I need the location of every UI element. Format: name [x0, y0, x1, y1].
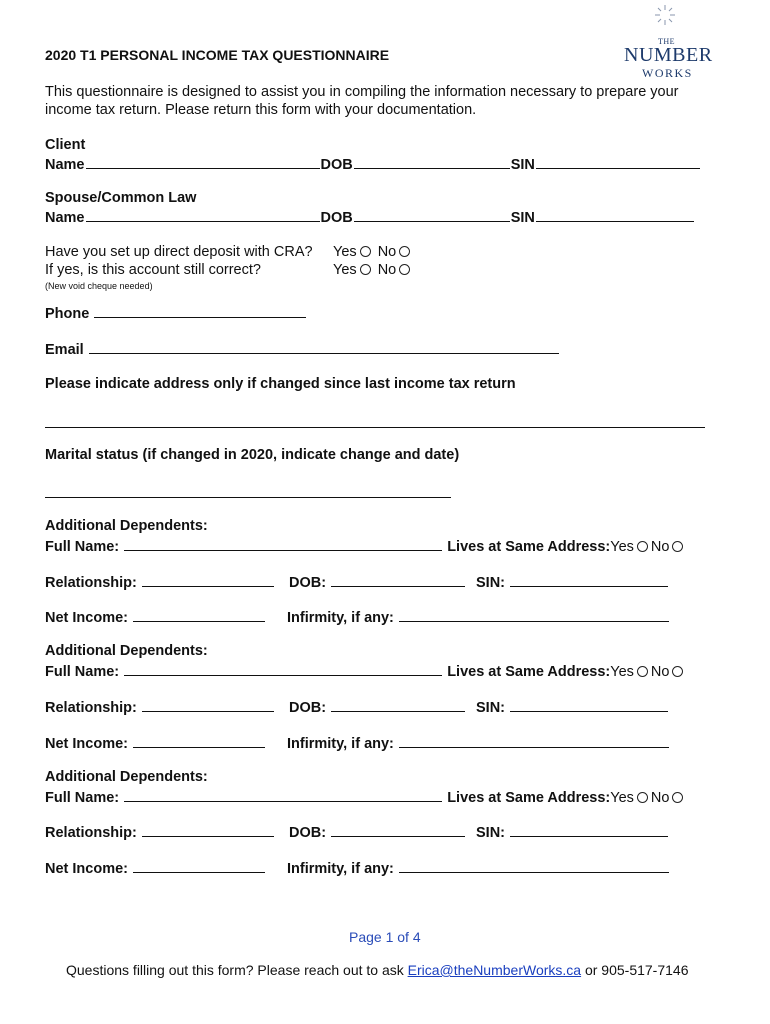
dependent-2-sin-field[interactable]: [510, 698, 668, 712]
dependent-2-no-radio[interactable]: [672, 666, 683, 677]
deposit-no-radio-2[interactable]: [399, 264, 410, 275]
dependent-2-relationship-label: Relationship:: [45, 700, 137, 716]
dependent-2-income-row: [45, 734, 266, 752]
dependent-1-income-row: [45, 608, 266, 626]
dependent-2-sin-label: SIN:: [476, 700, 505, 716]
dependent-1-sin-label: SIN:: [476, 575, 505, 591]
phone-row: [45, 304, 307, 322]
deposit-question-1: Have you set up direct deposit with CRA?: [45, 244, 313, 260]
marital-field[interactable]: [45, 497, 451, 498]
dependent-2-yes-radio[interactable]: [637, 666, 648, 677]
dependent-2-sin-row: [476, 698, 669, 716]
dependent-3-yes-label: Yes: [610, 790, 634, 806]
dependent-1-name-label: Full Name:: [45, 539, 120, 555]
client-sin-label: SIN: [510, 157, 535, 173]
dependent-1-dob-row: [289, 573, 466, 591]
deposit-no-label-2: No: [377, 262, 397, 278]
spouse-row: [45, 208, 695, 226]
dependent-2-name-label: Full Name:: [45, 664, 120, 680]
marital-label: Marital status (if changed in 2020, indicate change and date): [45, 447, 460, 463]
dependent-2-rel-row: [45, 698, 275, 716]
dependent-3-sin-field[interactable]: [510, 823, 668, 837]
deposit-options-1: [333, 244, 413, 260]
dependent-1-income-label: Net Income:: [45, 610, 128, 626]
dependent-1-infirmity-field[interactable]: [399, 608, 669, 622]
email-field[interactable]: [89, 340, 559, 354]
footer-suffix: or 905-517-7146: [581, 962, 689, 978]
deposit-yes-label-1: Yes: [333, 244, 357, 260]
dependent-3-name-row: [45, 788, 686, 806]
deposit-no-radio-1[interactable]: [399, 246, 410, 257]
deposit-yes-radio-1[interactable]: [360, 246, 371, 257]
dependent-3-income-label: Net Income:: [45, 861, 128, 877]
dependent-1-sin-row: [476, 573, 669, 591]
email-row: [45, 340, 560, 358]
deposit-question-2: If yes, is this account still correct?: [45, 262, 261, 278]
dependent-3-dob-row: [289, 823, 466, 841]
dependent-1-yes-label: Yes: [610, 539, 634, 555]
deposit-yes-label-2: Yes: [333, 262, 357, 278]
page-number: Page 1 of 4: [349, 929, 421, 945]
spouse-name-field[interactable]: [86, 208, 320, 222]
email-label: Email: [45, 342, 84, 358]
client-row: [45, 155, 701, 173]
dependent-2-yes-label: Yes: [610, 664, 634, 680]
intro-line-2: income tax return. Please return this form with your documentation.: [45, 102, 477, 118]
dependent-3-rel-row: [45, 823, 275, 841]
dependent-3-infirmity-field[interactable]: [399, 859, 669, 873]
dependent-2-dob-field[interactable]: [331, 698, 465, 712]
logo-the: THE: [658, 37, 676, 46]
dependent-3-sin-row: [476, 823, 669, 841]
deposit-yes-radio-2[interactable]: [360, 264, 371, 275]
dependent-2-name-field[interactable]: [124, 662, 442, 676]
footer-prefix: Questions filling out this form? Please reach out to ask: [66, 962, 408, 978]
dependent-2-relationship-field[interactable]: [142, 698, 274, 712]
dependent-1-income-field[interactable]: [133, 608, 265, 622]
client-label: Client: [45, 137, 86, 153]
dependent-3-relationship-field[interactable]: [142, 823, 274, 837]
spouse-sin-field[interactable]: [536, 208, 694, 222]
dependent-1-dob-field[interactable]: [331, 573, 465, 587]
dependent-1-no-radio[interactable]: [672, 541, 683, 552]
dependent-2-dob-row: [289, 698, 466, 716]
dependent-1-infirmity-label: Infirmity, if any:: [287, 610, 394, 626]
spouse-dob-field[interactable]: [354, 208, 510, 222]
dependent-2-dob-label: DOB:: [289, 700, 327, 716]
dependent-2-income-label: Net Income:: [45, 736, 128, 752]
dependent-3-infirmity-row: [287, 859, 670, 877]
client-sin-field[interactable]: [536, 155, 700, 169]
spouse-dob-label: DOB: [320, 210, 353, 226]
dependent-3-heading: Additional Dependents:: [45, 769, 208, 785]
dependent-2-heading: Additional Dependents:: [45, 643, 208, 659]
phone-label: Phone: [45, 306, 90, 322]
logo: [620, 4, 713, 80]
sparkle-icon: [653, 4, 677, 26]
footer-email-link[interactable]: Erica@theNumberWorks.ca: [407, 962, 582, 978]
dependent-3-name-field[interactable]: [124, 788, 442, 802]
dependent-2-no-label: No: [650, 664, 670, 680]
client-name-field[interactable]: [86, 155, 320, 169]
dependent-3-no-label: No: [650, 790, 670, 806]
dependent-2-infirmity-label: Infirmity, if any:: [287, 736, 394, 752]
dependent-3-income-row: [45, 859, 266, 877]
dependent-2-infirmity-field[interactable]: [399, 734, 669, 748]
address-label: Please indicate address only if changed since last income tax return: [45, 376, 516, 392]
dependent-1-relationship-label: Relationship:: [45, 575, 137, 591]
dependent-3-name-label: Full Name:: [45, 790, 120, 806]
dependent-2-infirmity-row: [287, 734, 670, 752]
deposit-no-label-1: No: [377, 244, 397, 260]
phone-field[interactable]: [94, 304, 306, 318]
dependent-1-yes-radio[interactable]: [637, 541, 648, 552]
dependent-1-no-label: No: [650, 539, 670, 555]
deposit-note: (New void cheque needed): [45, 281, 153, 291]
dependent-3-dob-label: DOB:: [289, 825, 327, 841]
page-title: 2020 T1 PERSONAL INCOME TAX QUESTIONNAIRE: [45, 47, 390, 63]
spouse-label: Spouse/Common Law: [45, 190, 197, 206]
dependent-1-lives-label: Lives at Same Address:: [447, 539, 611, 555]
dependent-3-dob-field[interactable]: [331, 823, 465, 837]
dependent-3-yes-radio[interactable]: [637, 792, 648, 803]
dependent-1-infirmity-row: [287, 608, 670, 626]
logo-number: NUMBER: [624, 44, 713, 66]
dependent-3-relationship-label: Relationship:: [45, 825, 137, 841]
dependent-3-lives-label: Lives at Same Address:: [447, 790, 611, 806]
dependent-2-lives-label: Lives at Same Address:: [447, 664, 611, 680]
dependent-1-heading: Additional Dependents:: [45, 518, 208, 534]
footer-contact: [66, 962, 689, 978]
address-field[interactable]: [45, 427, 705, 428]
dependent-1-dob-label: DOB:: [289, 575, 327, 591]
dependent-1-rel-row: [45, 573, 275, 591]
client-dob-label: DOB: [320, 157, 353, 173]
dependent-3-no-radio[interactable]: [672, 792, 683, 803]
dependent-1-name-field[interactable]: [124, 537, 442, 551]
logo-works: WORKS: [642, 66, 693, 80]
client-dob-field[interactable]: [354, 155, 510, 169]
spouse-sin-label: SIN: [510, 210, 535, 226]
spouse-name-label: Name: [45, 210, 85, 226]
dependent-3-infirmity-label: Infirmity, if any:: [287, 861, 394, 877]
dependent-1-relationship-field[interactable]: [142, 573, 274, 587]
intro-line-1: This questionnaire is designed to assist you in compiling the information necessary to prepare your: [45, 84, 679, 100]
dependent-2-income-field[interactable]: [133, 734, 265, 748]
dependent-1-sin-field[interactable]: [510, 573, 668, 587]
client-name-label: Name: [45, 157, 85, 173]
dependent-2-name-row: [45, 662, 686, 680]
dependent-3-sin-label: SIN:: [476, 825, 505, 841]
deposit-options-2: [333, 262, 413, 278]
dependent-1-name-row: [45, 537, 686, 555]
dependent-3-income-field[interactable]: [133, 859, 265, 873]
